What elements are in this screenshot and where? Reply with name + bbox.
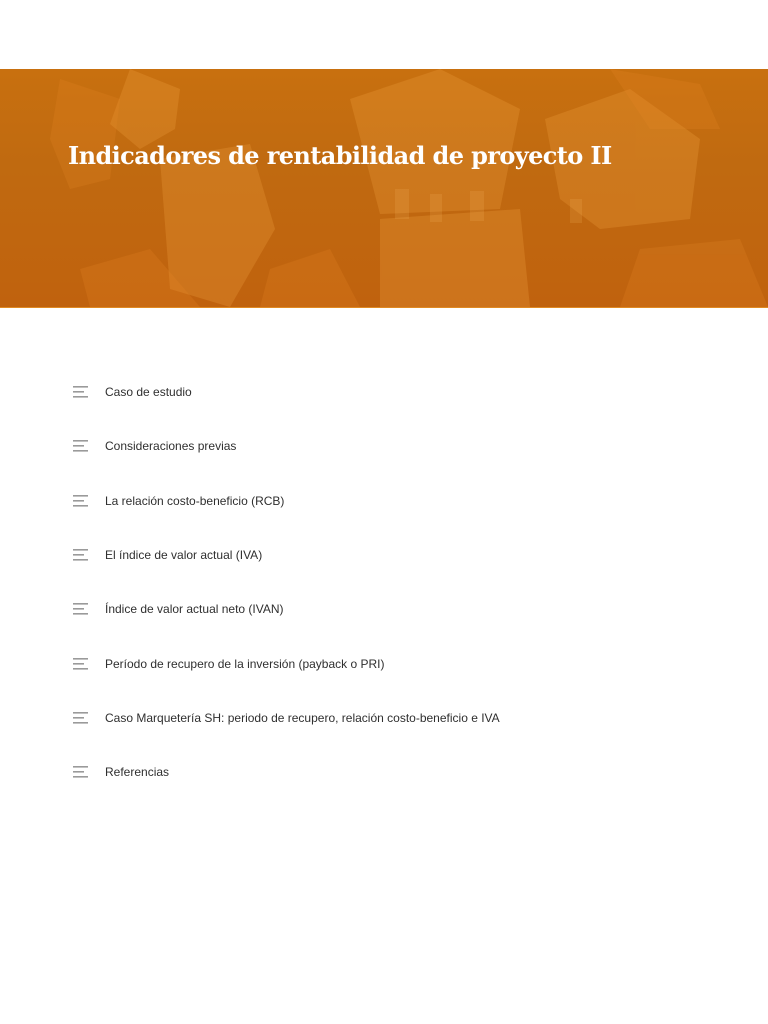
toc-item-label: La relación costo-beneficio (RCB): [105, 493, 285, 508]
text-lines-icon: [73, 549, 89, 561]
toc-item-label: Consideraciones previas: [105, 439, 237, 454]
text-lines-icon: [73, 658, 89, 670]
toc-item-label: Índice de valor actual neto (IVAN): [105, 602, 284, 617]
header-banner: [0, 69, 768, 308]
table-of-contents: [73, 365, 500, 799]
text-lines-icon: [73, 440, 89, 452]
toc-item-referencias[interactable]: [73, 745, 500, 799]
text-lines-icon: [73, 386, 89, 398]
page-title: Indicadores de rentabilidad de proyecto II: [68, 141, 612, 170]
toc-item-periodo-de-recupero[interactable]: [73, 636, 500, 690]
toc-item-label: Referencias: [105, 765, 170, 780]
toc-item-caso-marqueteria-sh[interactable]: [73, 691, 500, 745]
toc-item-relacion-costo-beneficio[interactable]: [73, 474, 500, 528]
toc-item-indice-valor-actual[interactable]: [73, 528, 500, 582]
toc-item-label: El índice de valor actual (IVA): [105, 548, 263, 563]
toc-item-caso-de-estudio[interactable]: [73, 365, 500, 419]
text-lines-icon: [73, 712, 89, 724]
house-models-background-image: [0, 69, 768, 307]
toc-item-label: Período de recupero de la inversión (payback o PRI): [105, 656, 385, 671]
toc-item-indice-valor-actual-neto[interactable]: [73, 582, 500, 636]
toc-item-label: Caso Marquetería SH: periodo de recupero, relación costo-beneficio e IVA: [105, 710, 500, 725]
toc-item-label: Caso de estudio: [105, 385, 192, 400]
text-lines-icon: [73, 766, 89, 778]
toc-item-consideraciones-previas[interactable]: [73, 419, 500, 473]
text-lines-icon: [73, 495, 89, 507]
text-lines-icon: [73, 603, 89, 615]
